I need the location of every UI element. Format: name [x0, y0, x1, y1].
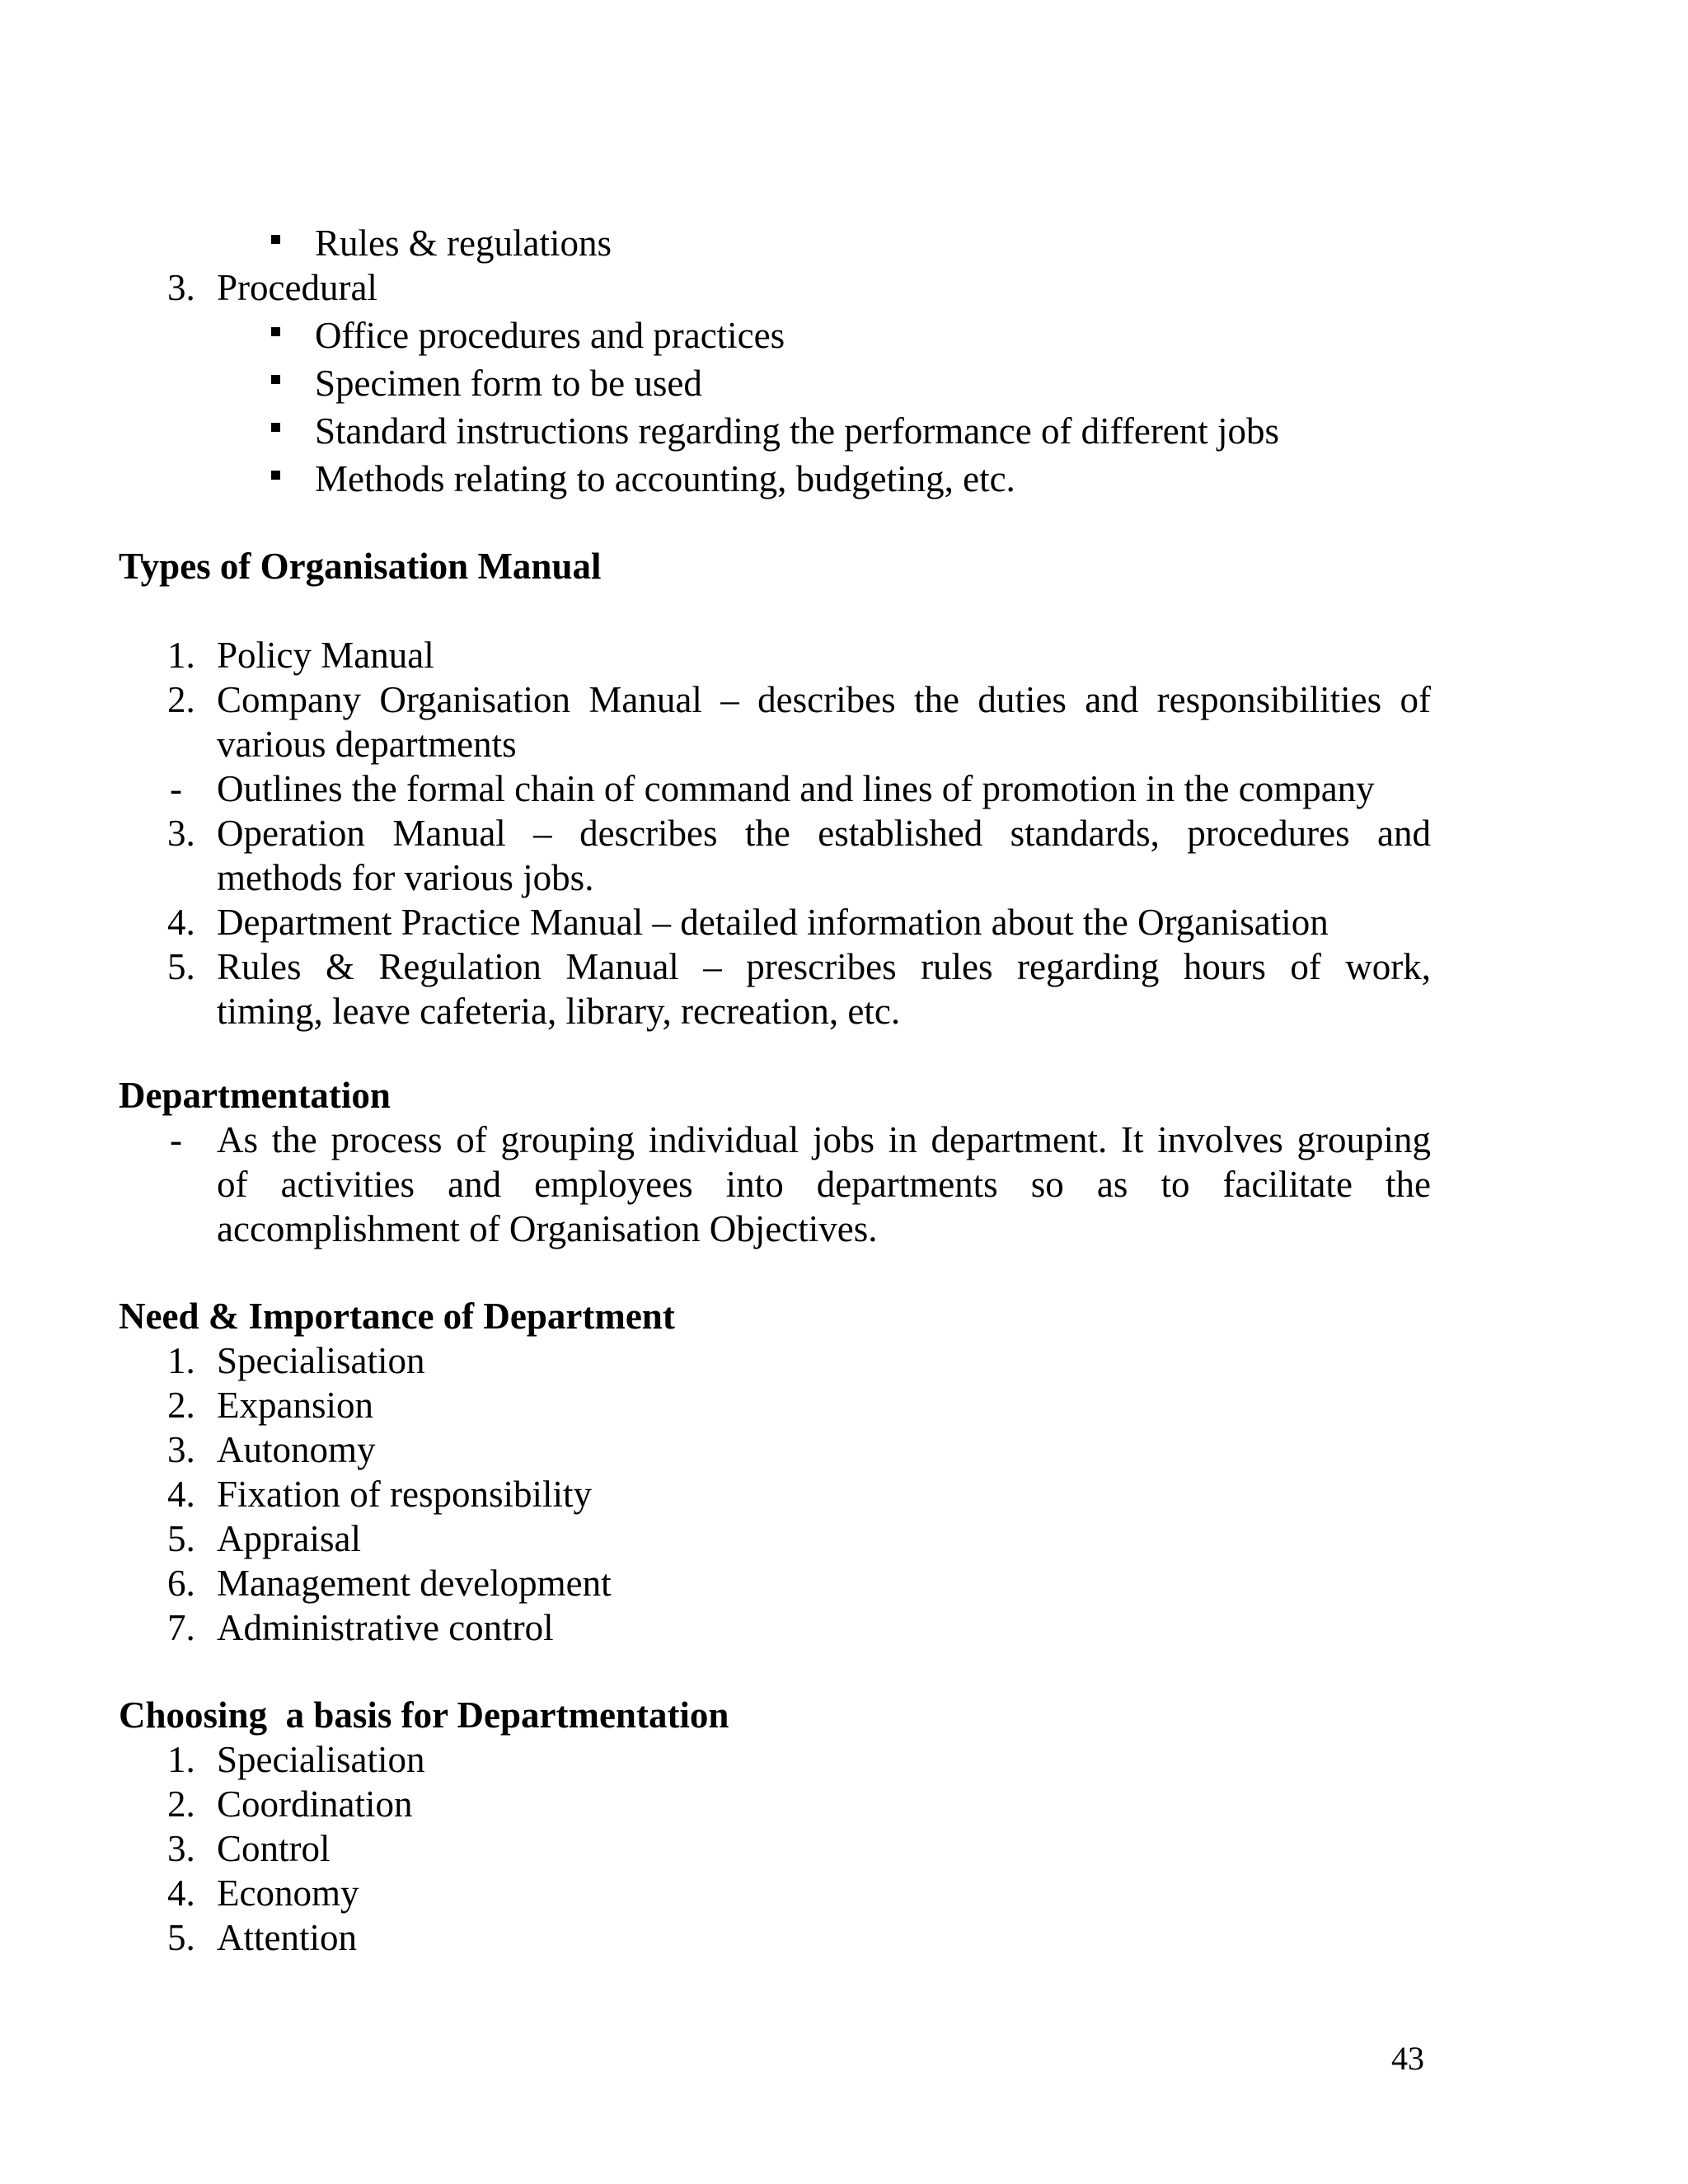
section-heading-need: Need & Importance of Department — [119, 1296, 675, 1337]
list-item: Administrative control — [217, 1607, 554, 1648]
list-number: 3. — [167, 813, 195, 854]
list-item-continuation: timing, leave cafeteria, library, recreation, etc. — [217, 991, 901, 1032]
list-item: Policy Manual — [217, 635, 434, 676]
list-number: 2. — [167, 1783, 195, 1825]
list-item: Specialisation — [217, 1739, 425, 1780]
list-number: 2. — [167, 679, 195, 720]
section-heading-types: Types of Organisation Manual — [119, 546, 602, 587]
list-number: 4. — [167, 1474, 195, 1515]
list-item: Specialisation — [217, 1340, 425, 1381]
list-item: Expansion — [217, 1385, 373, 1426]
bullet-item: Standard instructions regarding the performance of different jobs — [315, 410, 1280, 452]
list-number: 3. — [167, 1429, 195, 1470]
section-heading-departmentation: Departmentation — [119, 1075, 391, 1116]
list-number: 4. — [167, 1872, 195, 1914]
list-dash: - — [170, 768, 182, 809]
list-number: 5. — [167, 1917, 195, 1958]
list-number: 3. — [167, 1828, 195, 1869]
paragraph-justified-line: of activities and employees into departments so as to facilitate the — [217, 1164, 1431, 1205]
list-number: 4. — [167, 902, 195, 943]
list-item: Fixation of responsibility — [217, 1474, 592, 1515]
list-item-procedural: Procedural — [217, 267, 377, 308]
list-item: Appraisal — [217, 1518, 361, 1559]
list-item: Economy — [217, 1872, 359, 1914]
paragraph-justified-line: As the process of grouping individual jobs in department. It involves grouping — [217, 1119, 1431, 1160]
paragraph-last-line: accomplishment of Organisation Objectives. — [217, 1208, 878, 1249]
square-bullet-icon — [271, 423, 280, 432]
list-number: 2. — [167, 1385, 195, 1426]
list-item: Control — [217, 1828, 331, 1869]
square-bullet-icon — [271, 235, 280, 244]
list-number: 1. — [167, 635, 195, 676]
list-item-justified-line: Company Organisation Manual – describes the duties and responsibilities of — [217, 679, 1431, 720]
list-number: 5. — [167, 1518, 195, 1559]
list-item: Department Practice Manual – detailed information about the Organisation — [217, 902, 1329, 943]
bullet-item: Specimen form to be used — [315, 363, 702, 404]
square-bullet-icon — [271, 471, 280, 480]
list-number: 1. — [167, 1340, 195, 1381]
list-number: 1. — [167, 1739, 195, 1780]
list-number: 6. — [167, 1563, 195, 1604]
list-item-justified-line: Rules & Regulation Manual – prescribes rules regarding hours of work, — [217, 946, 1431, 987]
list-number: 3. — [167, 267, 195, 308]
list-item: Autonomy — [217, 1429, 376, 1470]
bullet-item: Rules & regulations — [315, 223, 612, 264]
list-item: Attention — [217, 1917, 357, 1958]
page-number: 43 — [1391, 2040, 1424, 2077]
bullet-item: Methods relating to accounting, budgeting, etc. — [315, 458, 1015, 499]
square-bullet-icon — [271, 327, 280, 336]
list-item-continuation: methods for various jobs. — [217, 857, 594, 898]
square-bullet-icon — [271, 375, 280, 384]
section-heading-basis: Choosing a basis for Departmentation — [119, 1694, 729, 1736]
list-item: Outlines the formal chain of command and lines of promotion in the company — [217, 768, 1375, 809]
list-number: 7. — [167, 1607, 195, 1648]
list-number: 5. — [167, 946, 195, 987]
list-item-continuation: various departments — [217, 724, 517, 765]
list-dash: - — [170, 1119, 182, 1160]
list-item: Coordination — [217, 1783, 413, 1825]
list-item: Management development — [217, 1563, 612, 1604]
bullet-item: Office procedures and practices — [315, 315, 785, 356]
list-item-justified-line: Operation Manual – describes the established standards, procedures and — [217, 813, 1431, 854]
